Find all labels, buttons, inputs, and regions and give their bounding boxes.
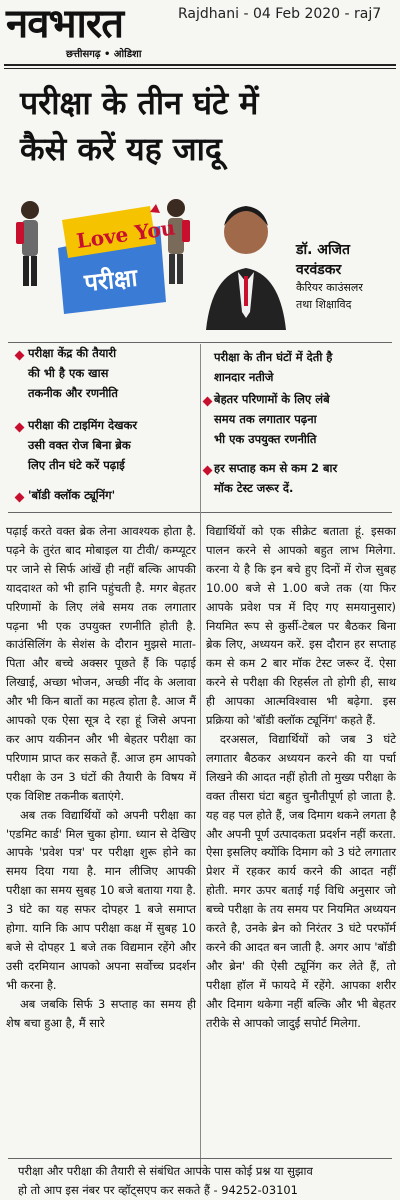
student-figure-right: [167, 199, 190, 284]
headline: [20, 80, 380, 172]
headline-line-1: परीक्षा के तीन घंटे में: [20, 84, 259, 122]
article-paragraph: पढ़ाई करते वक्त ब्रेक लेना आवश्यक होता है. पढ़ने के तुरंत बाद मोबाइल या टीवी/ कम्प्यूटर पर जाने से सिर्फ आंखें ही नहीं बल्कि आपकी याददाश्त को भी हानि पहुंचती है. मगर बेहतर परिणामों के लिए लंबे समय तक लगातार पढ़ना भी एक उपयुक्त रणनीति होती है. काउंसिलिंग के सेशंस के दौरान मुझसे माता-पिता और बच्चे अक्सर पूछते हैं कि पढ़ाई लिखाई, अच्छा भोजन, अच्छी नींद के अलावा और भी किन बातों का महत्व होता है. आज मैं आपको एक ऐसा सूत्र दे रहा हूं जिसे अपना कर आप यकीनन और भी बेहतर परीक्षा का परिणाम प्राप्त कर सकते हैं. आज हम आपको परीक्षा के उन 3 घंटों की तैयारी के विषय में एक विशिष्ट तकनीक बताएंगे.: [6, 524, 196, 803]
footer-note: परीक्षा और परीक्षा की तैयारी से संबंधित आपके पास कोई प्रश्न या सुझाव हो तो आप इस नंबर पर व्हॉट्सएप कर सकते हैं - 94252-03101: [18, 1164, 313, 1197]
headline-line-2: कैसे करें यह जादू: [20, 130, 222, 168]
highlight-left-1: परीक्षा केंद्र की तैयारी की भी है एक खास तकनीक और रणनीति: [28, 346, 118, 400]
highlight-left-3: 'बॉडी क्लॉक ट्यूनिंग': [28, 488, 116, 502]
author-photo: [200, 190, 290, 330]
article-paragraph: विद्यार्थियों को एक सीक्रेट बताता हूं. इसका पालन करने से आपको बहुत लाभ मिलेगा. करना ये है कि इन बचे हुए दिनों में रोज सुबह 10.00 बजे से 1.00 बजे तक (या फिर आपके प्रवेश पत्र में दिए गए समयानुसार) नियमित रूप से कुर्सी-टेबल पर बैठकर बिना ब्रेक लिए, अध्ययन करें. इस दौरान हर सप्ताह कम से कम 2 बार मॉक टेस्ट जरूर दें. ऐसा करने से परीक्षा की रिहर्सल तो होगी ही, साथ ही आपका आत्मविश्वास भी बढ़ेगा. इस प्रक्रिया को 'बॉडी क्लॉक ट्यूनिंग' कहते हैं.: [206, 524, 396, 728]
article-column-1: [6, 522, 196, 1032]
heart-icon: [150, 204, 160, 213]
highlight-right-2: बेहतर परिणामों के लिए लंबे समय तक लगातार पढ़ना भी एक उपयुक्त रणनीति: [214, 392, 330, 446]
masthead: [0, 0, 400, 66]
pariksha-text: परीक्षा: [82, 263, 139, 298]
footer-divider: [8, 1158, 392, 1159]
highlight-right-3: हर सप्ताह कम से कम 2 बार मॉक टेस्ट जरूर दें.: [214, 461, 338, 495]
masthead-rule: [4, 64, 396, 66]
logo-subtitle: छत्तीसगढ़ • ओडिशा: [66, 49, 142, 60]
love-you-exam-graphic: [10, 182, 198, 338]
student-figure-left: [16, 201, 39, 286]
column-divider: [200, 344, 201, 1174]
article-paragraph: अब जबकि सिर्फ 3 सप्ताह का समय ही शेष बचा हुआ है, मैं सारे: [6, 996, 196, 1030]
masthead-rule-thin: [4, 68, 396, 69]
newspaper-logo: नवभारत: [6, 0, 124, 47]
author-role: कैरियर काउंसलर तथा शिक्षाविद: [296, 281, 363, 311]
edition-line: Rajdhani - 04 Feb 2020 - raj7: [178, 6, 382, 22]
author-name: डॉ. अजित वरवंडकर: [296, 242, 350, 278]
article-paragraph: दरअसल, विद्यार्थियों को जब 3 घंटे लगातार बैठकर अध्ययन करने की या पर्चा लिखने की आदत नहीं होती तो मुख्य परीक्षा के वक्त तीसरा घंटा बहुत चुनौतीपूर्ण हो जाता है. यह वह पल होते हैं, जब दिमाग थकने लगता है और अपनी पूर्ण उत्पादकता प्रदर्शन नहीं करता. ऐसा इसलिए क्योंकि दिमाग को 3 घंटे लगातार प्रेशर में रहकर कार्य करने की आदत नहीं होती. मगर ऊपर बताई गई विधि अनुसार जो बच्चे परीक्षा के तय समय पर नियमित अध्ययन करते है, उनके ब्रेन को निरंतर 3 घंटे परफॉर्म करने की आदत बन जाती है. अगर आप 'बॉडी और ब्रेन' की ऐसी ट्यूनिंग कर लेते हैं, तो परीक्षा हॉल में फायदे में रहेंगे. आपका शरीर और दिमाग थकेगा नहीं बल्कि और भी बेहतर तरीके से आपको जादुई सपोर्ट मिलेगा.: [206, 731, 396, 1030]
love-you-text: Love You: [75, 215, 177, 254]
article-column-2: [206, 522, 396, 1032]
bullet-marker: [203, 397, 213, 407]
bullet-marker: [15, 423, 25, 433]
highlight-right-1: परीक्षा के तीन घंटों में देती है शानदार नतीजे: [214, 350, 333, 384]
bullet-marker: [15, 351, 25, 361]
article-paragraph: अब तक विद्यार्थियों को अपनी परीक्षा का 'एडमिट कार्ड' मिल चुका होगा. ध्यान से देखिए आपके 'प्रवेश पत्र' पर परीक्षा शुरू होने का समय दिया गया है. मान लीजिए आपकी परीक्षा का समय सुबह 10 बजे बताया गया है. 3 घंटे का यह सफर दोपहर 1 बजे समाप्त होगा. यानि कि आप परीक्षा कक्ष में सुबह 10 बजे से दोपहर 1 बजे तक विद्यमान रहेंगे और उसी दरमियान आपको अपना सर्वोच्च प्रदर्शन भी करना है.: [6, 807, 196, 992]
bullet-marker: [15, 493, 25, 503]
highlight-left-2: परीक्षा की टाइमिंग देखकर उसी वक्त रोज बिना ब्रेक लिए तीन घंटे करें पढ़ाई: [28, 418, 138, 472]
